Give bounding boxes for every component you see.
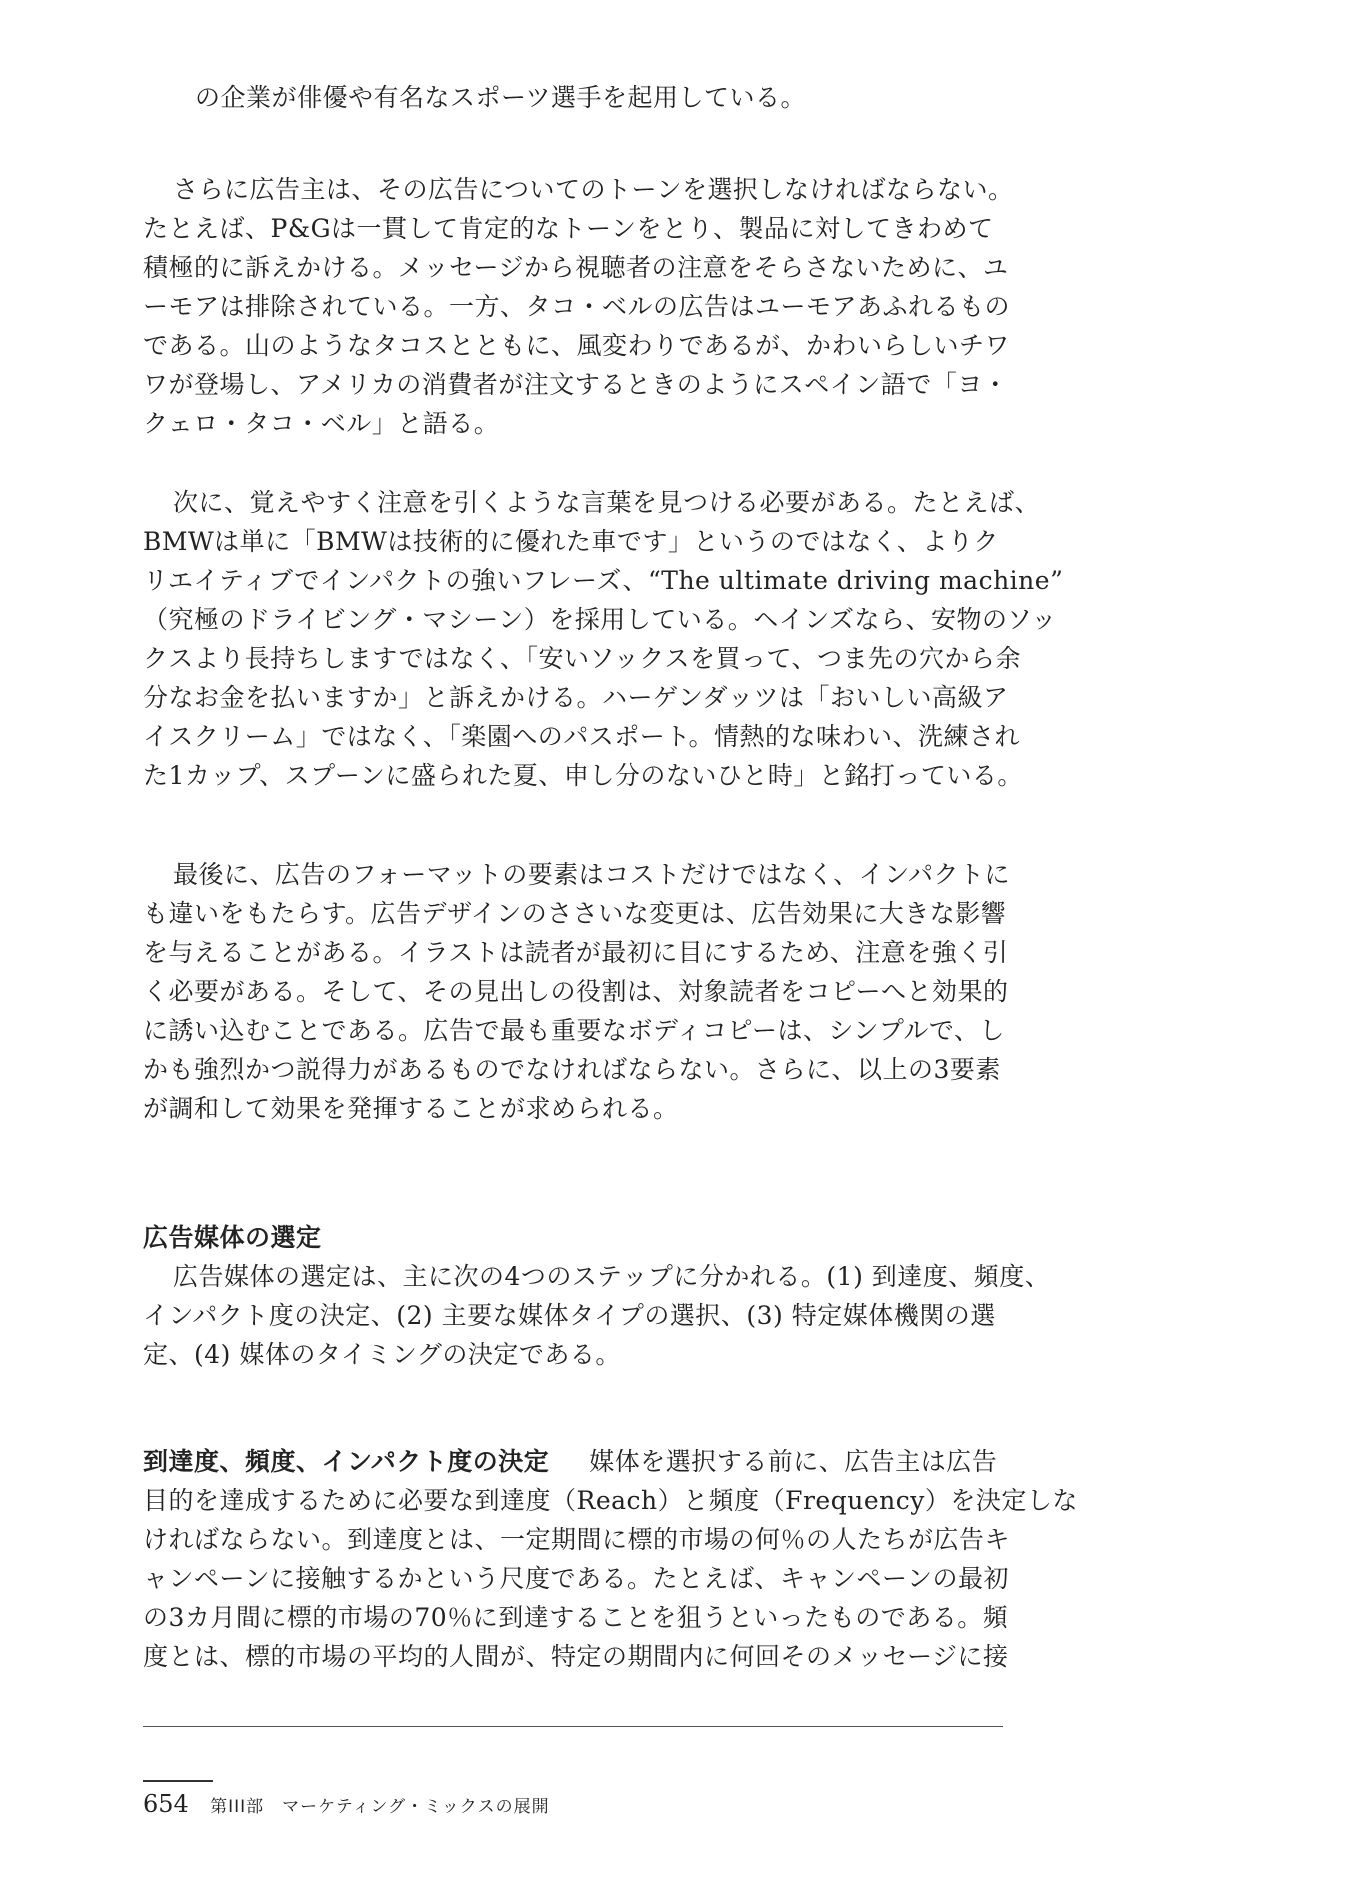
text-line: 度とは、標的市場の平均的人間が、特定の期間内に何回そのメッセージに接 xyxy=(143,1642,1009,1671)
text-line: 分なお金を払いますか」と訴えかける。ハーゲンダッツは「おいしい高級ア xyxy=(143,683,1009,712)
text-line: BMWは単に「BMWは技術的に優れた車です」というのではなく、よりク xyxy=(143,527,999,556)
page-footer xyxy=(143,1790,550,1818)
text-line: が調和して効果を発揮することが求められる。 xyxy=(143,1094,679,1123)
text-line: に誘い込むことである。広告で最も重要なボディコピーは、シンプルで、し xyxy=(143,1016,1005,1045)
text-line: インパクト度の決定、(2) 主要な媒体タイプの選択、(3) 特定媒体機関の選 xyxy=(143,1301,996,1330)
text-line: さらに広告主は、その広告についてのトーンを選択しなければならない。 xyxy=(173,175,1014,204)
text-line: イスクリーム」ではなく、「楽園へのパスポート。情熱的な味わい、洗練され xyxy=(143,722,1021,751)
format-paragraph xyxy=(143,855,1011,1128)
text-line: 目的を達成するために必要な到達度（Reach）と頻度（Frequency）を決定しな xyxy=(143,1486,1078,1515)
text-fragment: 媒体を選択する前に、広告主は広告 xyxy=(589,1447,998,1476)
text-line: たとえば、P&Gは一貫して肯定的なトーンをとり、製品に対してきわめて xyxy=(143,214,994,243)
bottom-rule xyxy=(143,1726,1003,1727)
text-line: を与えることがある。イラストは読者が最初に目にするため、注意を強く引 xyxy=(143,938,1009,967)
text-line: 定、(4) 媒体のタイミングの決定である。 xyxy=(143,1340,621,1369)
runin-line xyxy=(143,1442,1007,1481)
text-line: た1カップ、スプーンに盛られた夏、申し分のないひと時」と銘打っている。 xyxy=(143,761,1023,790)
text-line: （究極のドライビング・マシーン）を採用している。ヘインズなら、安物のソッ xyxy=(143,605,1057,634)
text-line: クスより長持ちしますではなく、「安いソックスを買って、つま先の穴から余 xyxy=(143,644,1022,673)
text-line: く必要がある。そして、その見出しの役割は、対象読者をコピーへと効果的 xyxy=(143,977,1009,1006)
text-line: 最後に、広告のフォーマットの要素はコストだけではなく、インパクトに xyxy=(173,860,1011,889)
text-line: の3カ月間に標的市場の70％に到達することを狙うといったものである。頻 xyxy=(143,1603,1009,1632)
text-line: ければならない。到達度とは、一定期間に標的市場の何％の人たちが広告キ xyxy=(143,1525,1011,1554)
text-line: である。山のようなタコスとともに、風変わりであるが、かわいらしいチワ xyxy=(143,331,1011,360)
page-number: 654 xyxy=(143,1790,189,1818)
text-line: かも強烈かつ説得力があるものでなければならない。さらに、以上の3要素 xyxy=(143,1055,1001,1084)
text-line: 次に、覚えやすく注意を引くような言葉を見つける必要がある。たとえば、 xyxy=(173,488,1041,517)
media-selection-section xyxy=(143,1218,1051,1374)
subsection-heading: 到達度、頻度、インパクト度の決定 xyxy=(143,1447,550,1476)
text-line: 積極的に訴えかける。メッセージから視聴者の注意をそらさないために、ユ xyxy=(143,253,1009,282)
section-heading: 広告媒体の選定 xyxy=(143,1223,322,1252)
tone-paragraph xyxy=(143,170,1014,443)
running-head: 第III部 マーケティング・ミックスの展開 xyxy=(210,1797,550,1817)
text-line: も違いをもたらす。広告デザインのささいな変更は、広告効果に大きな影響 xyxy=(143,899,1007,928)
text-line: リエイティブでインパクトの強いフレーズ、“The ultimate driving machine” xyxy=(143,566,1064,595)
text-line: ーモアは排除されている。一方、タコ・ベルの広告はユーモアあふれるもの xyxy=(143,292,1011,321)
text-line: 広告媒体の選定は、主に次の4つのステップに分かれる。(1) 到達度、頻度、 xyxy=(173,1262,1051,1291)
text-line: クェロ・タコ・ベル」と語る。 xyxy=(143,409,500,438)
text-line: ャンペーンに接触するかという尺度である。たとえば、キャンペーンの最初 xyxy=(143,1564,1010,1593)
text-line: ワが登場し、アメリカの消費者が注文するときのようにスペイン語で「ヨ・ xyxy=(143,370,1009,399)
text-line: の企業が俳優や有名なスポーツ選手を起用している。 xyxy=(195,83,807,112)
reach-frequency-subsection xyxy=(143,1442,1078,1676)
words-paragraph xyxy=(143,483,1064,795)
footer-rule xyxy=(143,1780,213,1782)
intro-tail-paragraph xyxy=(143,78,1007,117)
